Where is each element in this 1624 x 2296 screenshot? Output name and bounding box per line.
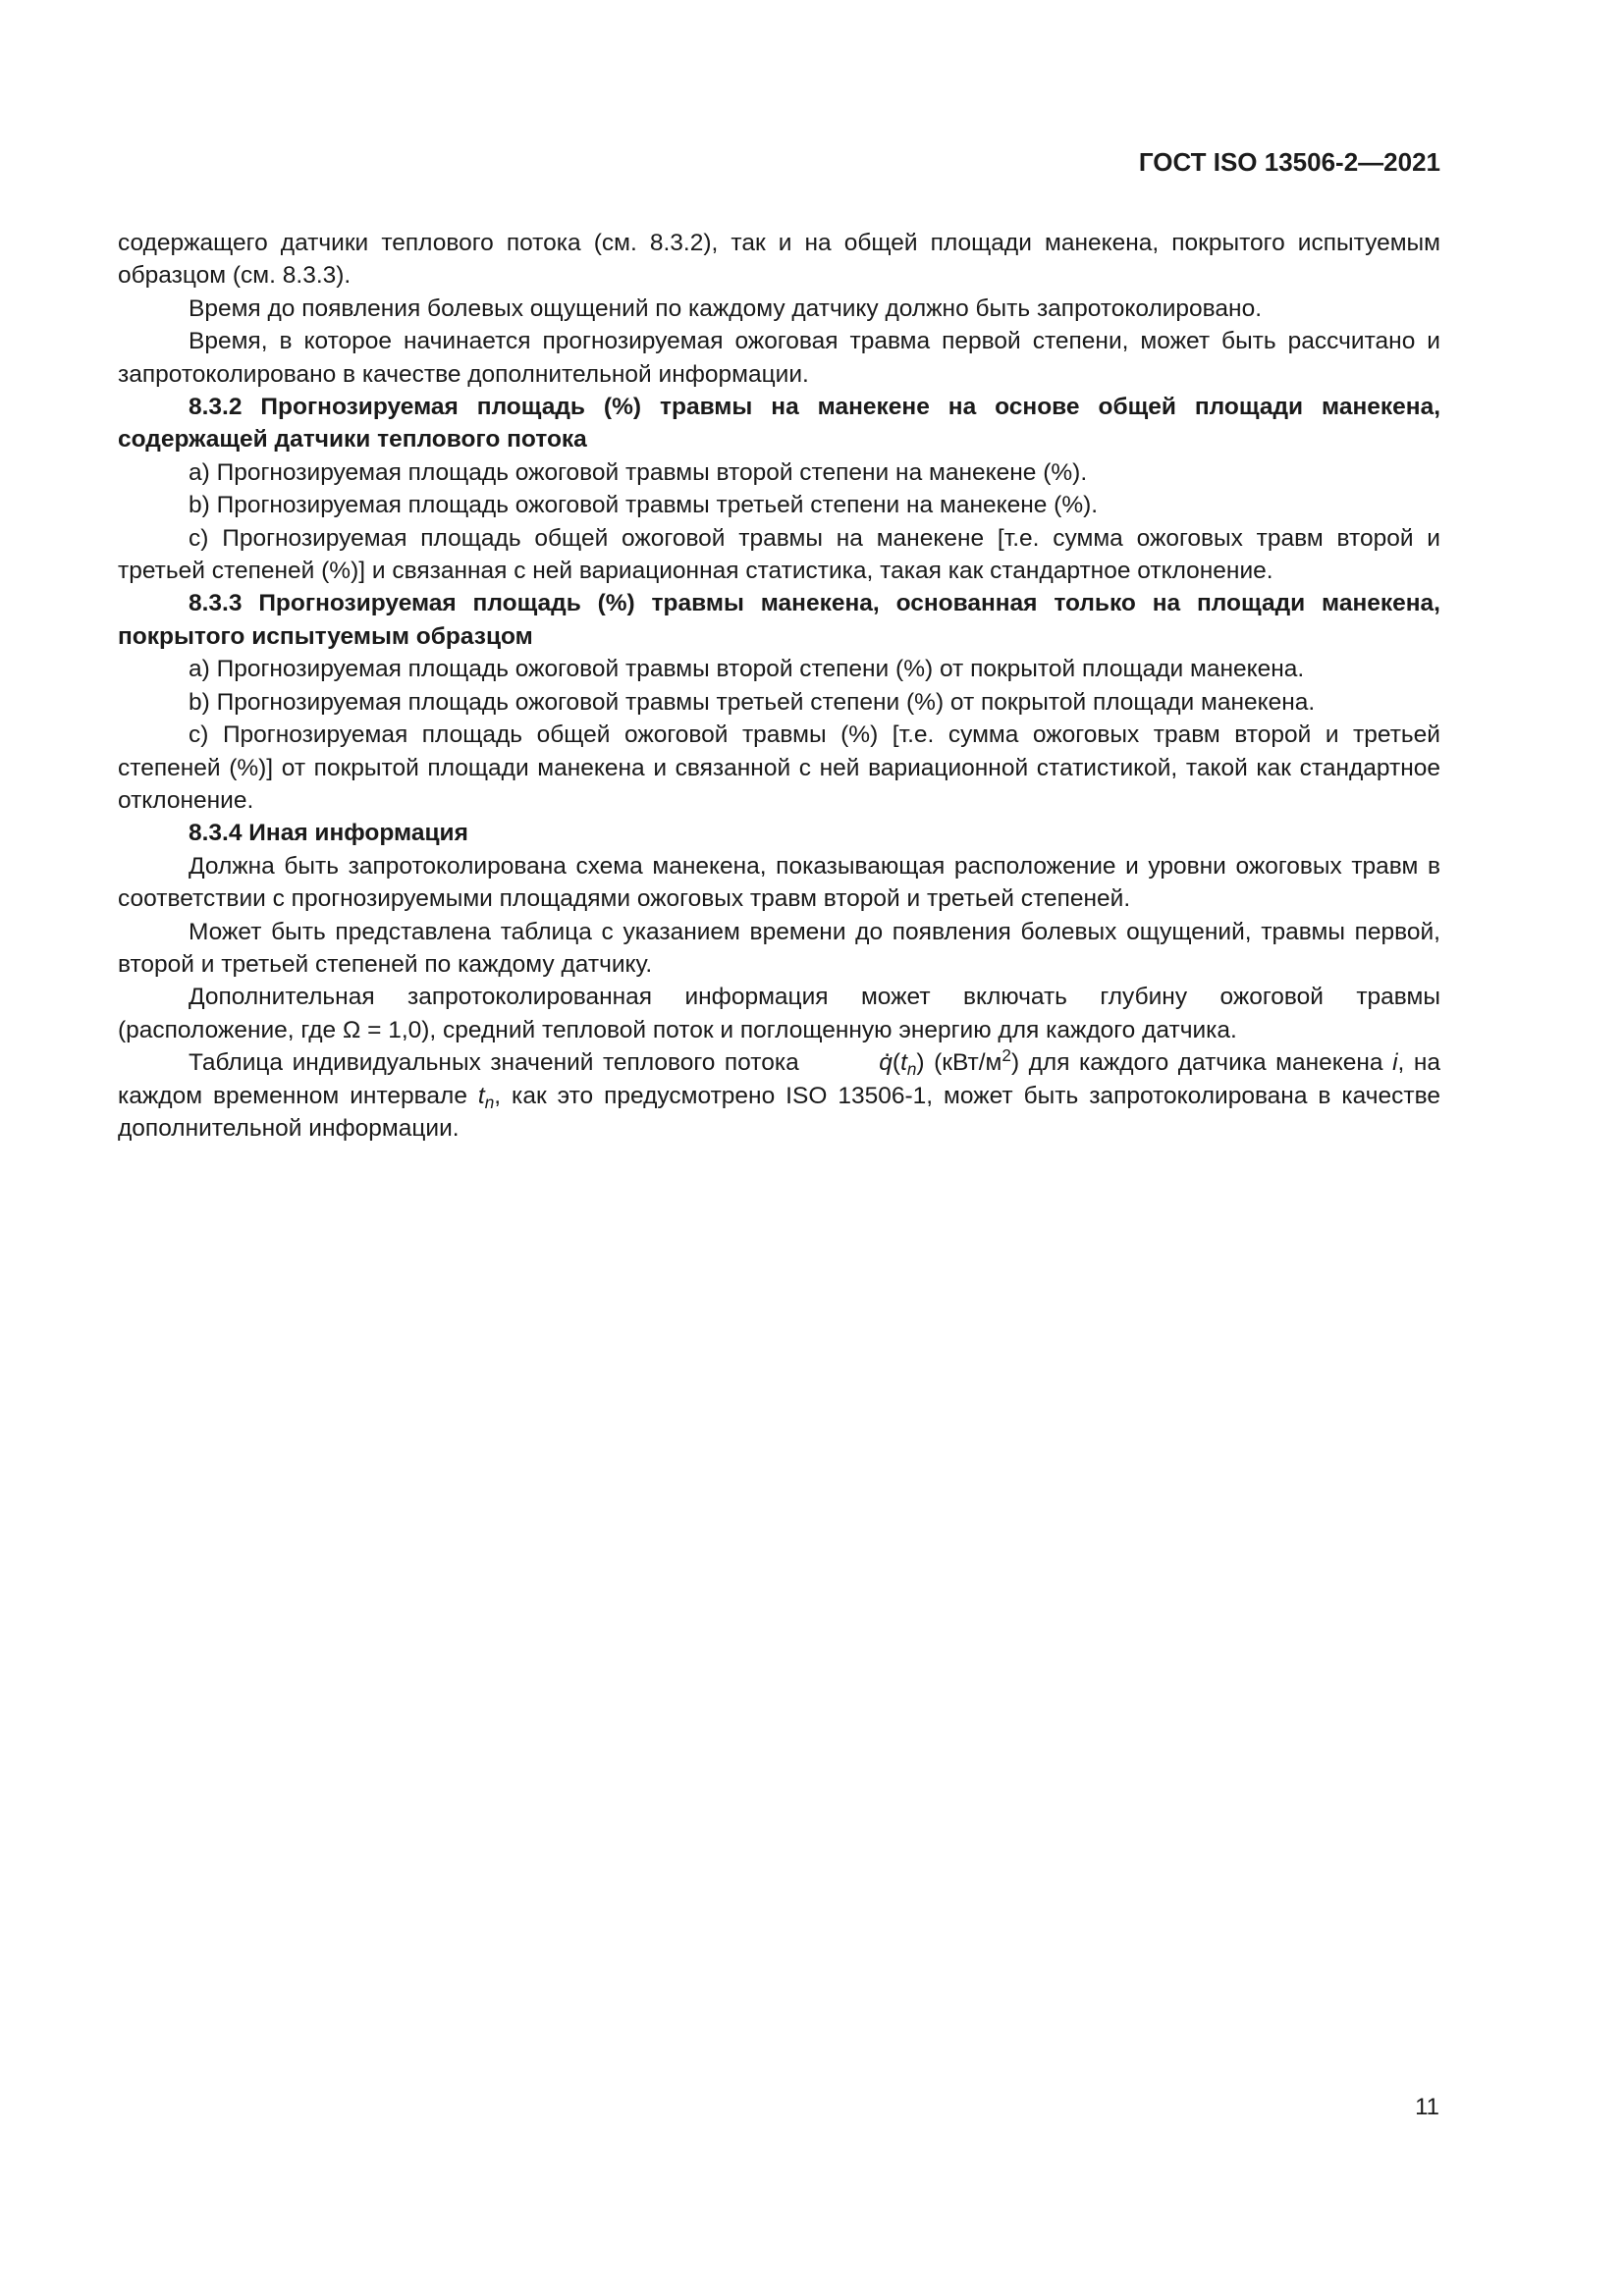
subscript-n: n: [484, 1092, 495, 1112]
list-item: a) Прогнозируемая площадь ожоговой травмы второй степени (%) от покрытой площади манекена.: [189, 656, 1305, 683]
heat-flux-symbol: q .: [808, 1046, 893, 1079]
sensor-index-variable: i: [1392, 1049, 1398, 1077]
paragraph: содержащего датчики теплового потока (см. 8.3.2), так и на общей площади манекена, покрытого испытуемым образцом (см. 8.3.3).: [118, 230, 1440, 290]
text-run: (кВт/м: [924, 1049, 1002, 1077]
list-item: b) Прогнозируемая площадь ожоговой травмы третьей степени на манекене (%).: [189, 492, 1099, 519]
text-run: , как это предусмотрено ISO 13506-1, может быть запротоколирована в качестве дополнительной информации.: [118, 1082, 1440, 1142]
paragraph-heat-flux-table: [118, 1046, 1440, 1145]
paragraph: Должна быть запротоколирована схема манекена, показывающая расположение и уровни ожоговых травм в соответствии с прогнозируемыми площадями ожоговых травм второй и третьей степеней.: [118, 852, 1440, 913]
list-item: c) Прогнозируемая площадь общей ожоговой травмы на манекене [т.е. сумма ожоговых травм второй и третьей степеней (%)] и связанная с ней вариационная статистика, такая как стандартное отклонение.: [118, 524, 1440, 585]
paragraph: Может быть представлена таблица с указанием времени до появления болевых ощущений, травмы первой, второй и третьей степеней по каждому датчику.: [118, 918, 1440, 978]
text-run: (: [892, 1049, 901, 1077]
section-heading-8-3-3: 8.3.3 Прогнозируемая площадь (%) травмы манекена, основанная только на площади манекена, покрытого испытуемым образцом: [118, 590, 1440, 650]
page-number: 11: [1415, 2094, 1439, 2120]
list-item: a) Прогнозируемая площадь ожоговой травмы второй степени на манекене (%).: [189, 458, 1088, 486]
document-body: [118, 227, 1440, 1145]
section-heading-8-3-2: 8.3.2 Прогнозируемая площадь (%) травмы на манекене на основе общей площади манекена, содержащей датчики теплового потока: [118, 394, 1440, 454]
list-item: b) Прогнозируемая площадь ожоговой травмы третьей степени (%) от покрытой площади манекена.: [189, 688, 1316, 716]
paragraph: Дополнительная запротоколированная информация может включать глубину ожоговой травмы (расположение, где Ω = 1,0), средний тепловой поток и поглощенную энергию для каждого датчика.: [118, 984, 1440, 1043]
text-run: ): [916, 1049, 925, 1077]
paragraph: Время, в которое начинается прогнозируемая ожоговая травма первой степени, может быть рассчитано и запротоколировано в качестве дополнительной информации.: [118, 328, 1440, 388]
list-item: c) Прогнозируемая площадь общей ожоговой травмы (%) [т.е. сумма ожоговых травм второй и третьей степеней (%)] от покрытой площади манекена и связанной с ней вариационной статистикой, такой как стандартное отклонение.: [118, 721, 1440, 814]
subscript-n: n: [906, 1059, 917, 1080]
section-heading-8-3-4: 8.3.4 Иная информация: [189, 820, 468, 847]
text-run: , на каждом временном интервале: [118, 1049, 1441, 1109]
time-variable: t: [477, 1082, 485, 1109]
text-run: ) для каждого датчика манекена: [1010, 1049, 1393, 1077]
text-run: Таблица индивидуальных значений теплового потока: [189, 1049, 809, 1077]
paragraph: Время до появления болевых ощущений по каждому датчику должно быть запротоколировано.: [189, 294, 1263, 322]
time-variable: t: [900, 1049, 907, 1077]
superscript-2: 2: [1001, 1045, 1011, 1066]
document-header: ГОСТ ISO 13506-2—2021: [1138, 147, 1440, 177]
